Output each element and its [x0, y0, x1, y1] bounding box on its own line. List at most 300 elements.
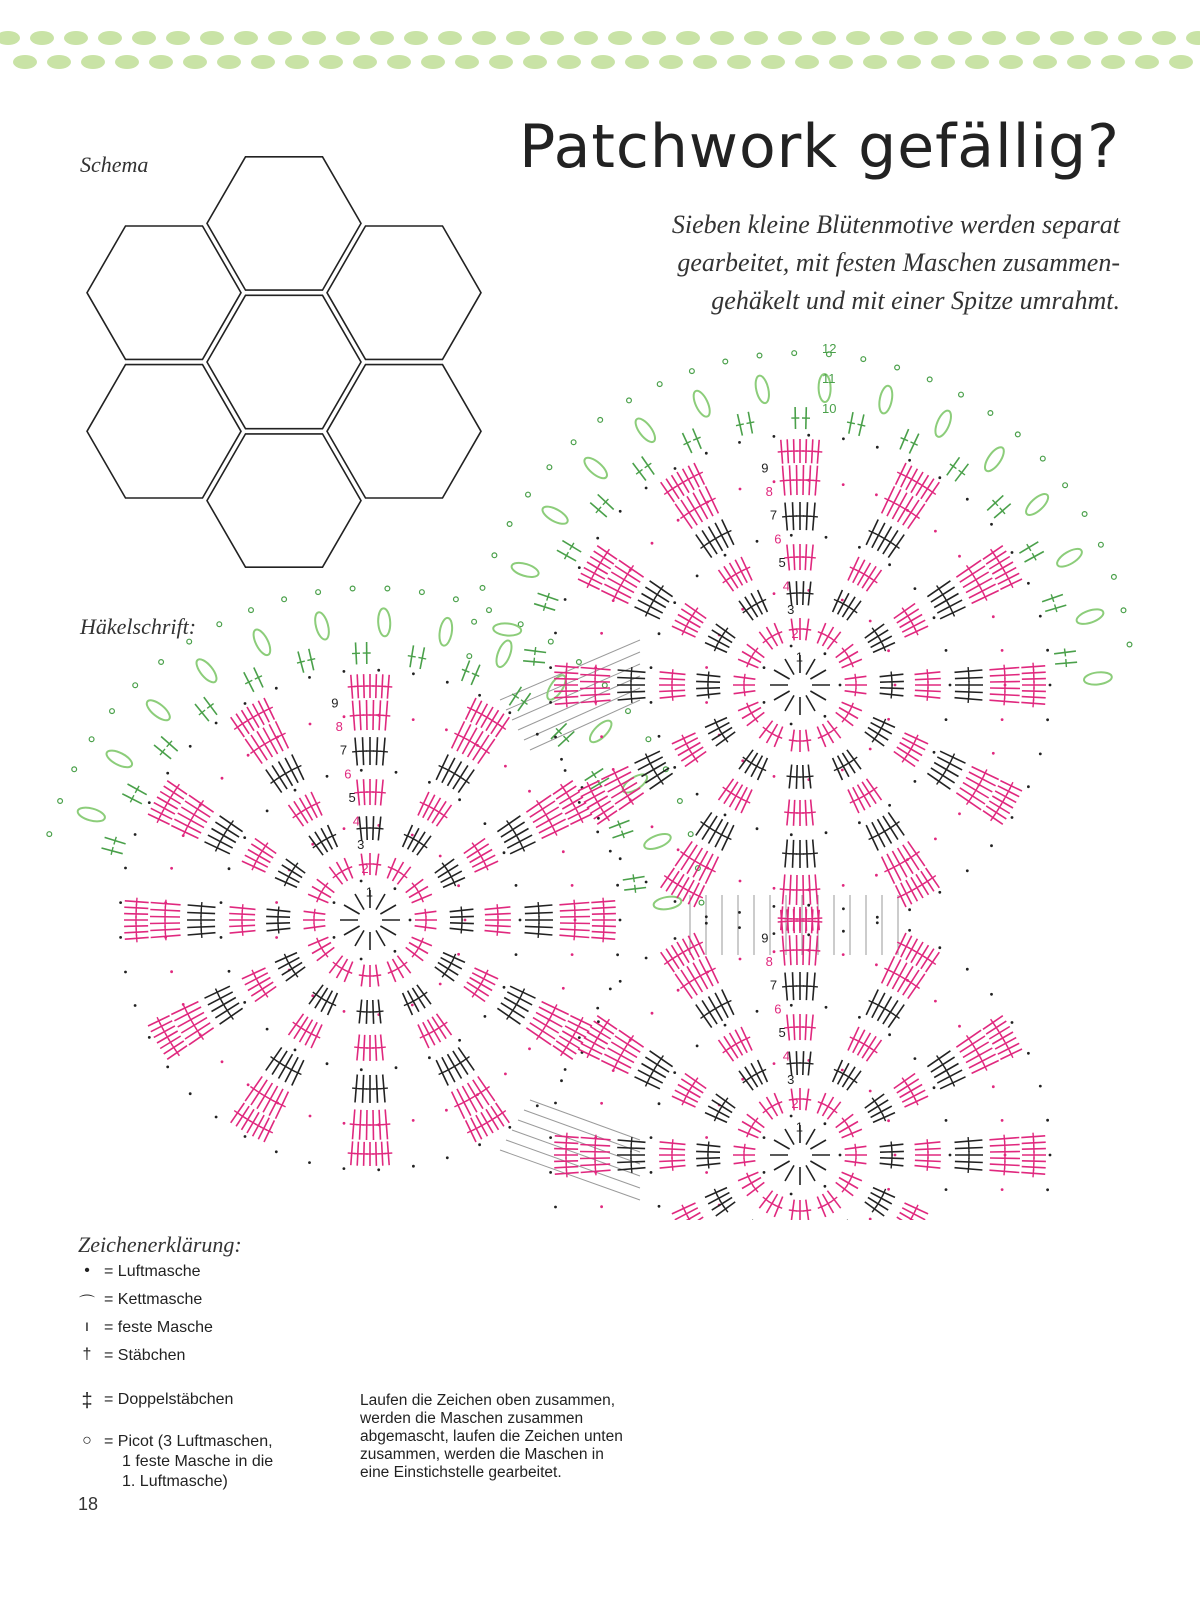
- border-double-crochet: [847, 422, 855, 424]
- chain-dot: [650, 1136, 653, 1139]
- chain-dot: [508, 1126, 511, 1129]
- double-crochet: [507, 821, 512, 828]
- chain-dot: [275, 936, 278, 939]
- double-crochet: [595, 1135, 596, 1143]
- double-crochet: [314, 909, 315, 917]
- double-crochet: [603, 934, 604, 942]
- header-dot: [676, 31, 700, 45]
- round-number: 4: [782, 578, 791, 594]
- border-leaf-cluster: [438, 617, 454, 647]
- chain-dot: [1027, 785, 1030, 788]
- double-crochet: [701, 544, 708, 549]
- chain-dot: [958, 812, 961, 815]
- double-crochet: [507, 1013, 512, 1020]
- header-dot: [387, 55, 411, 69]
- chain-dot: [562, 850, 565, 853]
- chain-dot: [763, 701, 766, 704]
- chain-dot: [1039, 1085, 1042, 1088]
- double-crochet: [348, 1153, 356, 1154]
- chain-dot: [309, 723, 312, 726]
- picot: [350, 586, 355, 591]
- chain-dot: [294, 1049, 297, 1052]
- round-number: 7: [769, 507, 778, 523]
- chain-dot: [839, 1154, 842, 1157]
- chain-dot: [412, 672, 415, 675]
- chain-dot: [596, 1007, 599, 1010]
- chain-dot: [564, 769, 567, 772]
- border-double-crochet: [1066, 659, 1067, 667]
- header-dot: [1084, 31, 1108, 45]
- chain-dot: [395, 771, 398, 774]
- double-crochet: [789, 740, 797, 741]
- chain-dot: [445, 728, 448, 731]
- double-crochet: [680, 852, 687, 857]
- chain-dot: [674, 937, 677, 940]
- chain-dot: [395, 1066, 398, 1069]
- header-dot: [931, 55, 955, 69]
- double-crochet: [806, 593, 814, 594]
- chain-dot: [739, 488, 742, 491]
- header-dot: [251, 55, 275, 69]
- chain-dot: [958, 555, 961, 558]
- double-crochet: [708, 672, 709, 680]
- double-crochet: [380, 1088, 388, 1089]
- picot: [1082, 512, 1087, 517]
- chain-dot: [124, 867, 127, 870]
- chain-dot: [841, 1069, 844, 1072]
- chain-dot: [360, 1068, 363, 1071]
- chain-dot: [966, 869, 969, 872]
- chain-dot: [484, 1015, 487, 1018]
- chain-dot: [938, 891, 941, 894]
- border-leaf-cluster: [493, 622, 522, 636]
- chain-dot: [790, 534, 793, 537]
- header-dot: [591, 55, 615, 69]
- chain-dot: [1049, 1154, 1052, 1157]
- chain-dot: [645, 487, 648, 490]
- border-double-crochet: [950, 464, 957, 469]
- picot: [480, 586, 485, 591]
- double-crochet: [782, 853, 790, 854]
- legend-item-single-crochet: ı = feste Masche: [70, 1318, 213, 1338]
- chain-dot: [934, 838, 937, 841]
- chain-dot: [949, 684, 952, 687]
- double-crochet: [605, 1019, 610, 1026]
- chain-dot: [445, 1109, 448, 1112]
- chain-dot: [360, 880, 363, 883]
- chain-dot: [938, 946, 941, 949]
- join-stitch: [530, 700, 640, 750]
- chain-dot: [790, 1115, 793, 1118]
- chain-dot: [705, 1171, 708, 1174]
- header-dot: [455, 55, 479, 69]
- chain-dot: [360, 958, 363, 961]
- single-crochet: [355, 930, 364, 946]
- picot: [282, 597, 287, 602]
- chain-dot: [1001, 1119, 1004, 1122]
- chain-dot: [1027, 582, 1030, 585]
- chain-dot: [949, 1154, 952, 1157]
- double-crochet: [659, 586, 664, 593]
- double-crochet: [574, 932, 575, 940]
- picot: [577, 660, 582, 665]
- chain-dot: [990, 844, 993, 847]
- picot: [217, 622, 222, 627]
- double-crochet: [744, 1158, 745, 1166]
- chain-dot: [326, 775, 329, 778]
- header-dot: [98, 31, 122, 45]
- picot: [699, 900, 704, 905]
- chain-dot: [503, 986, 506, 989]
- chain-dot: [825, 536, 828, 539]
- header-dot: [744, 31, 768, 45]
- header-dot: [285, 55, 309, 69]
- chain-dot: [933, 616, 936, 619]
- chain-dot: [571, 884, 574, 887]
- chain-dot: [790, 645, 793, 648]
- chain-dot: [773, 480, 776, 483]
- single-crochet: [785, 695, 794, 711]
- chain-dot: [738, 911, 741, 914]
- double-crochet: [359, 975, 367, 976]
- double-crochet: [782, 516, 790, 517]
- chain-dot: [1011, 551, 1014, 554]
- chain-dot: [875, 963, 878, 966]
- header-dot: [948, 31, 972, 45]
- chain-dot: [658, 735, 661, 738]
- picot: [467, 654, 472, 659]
- chain-dot: [458, 798, 461, 801]
- chain-dot: [773, 887, 776, 890]
- header-dot: [625, 55, 649, 69]
- double-crochet: [814, 451, 822, 452]
- double-crochet: [566, 1133, 567, 1141]
- header-dot: [574, 31, 598, 45]
- border-leaf-cluster: [76, 805, 106, 824]
- border-leaf-cluster: [877, 385, 894, 415]
- chain-dot: [504, 1073, 507, 1076]
- double-crochet: [1004, 1167, 1005, 1175]
- round-number: 3: [357, 837, 365, 853]
- stitch-note: Laufen die Zeichen oben zusammen, werden die Maschen zusammen abgemascht, laufen die Zeichen unten zusammen, werden die Maschen in eine Einstichstelle gearbeitet.: [360, 1392, 623, 1481]
- chain-dot: [464, 919, 467, 922]
- chain-dot: [600, 1102, 603, 1105]
- header-dot: [370, 31, 394, 45]
- chain-dot: [876, 916, 879, 919]
- header-dot: [1118, 31, 1142, 45]
- header-dot: [1067, 55, 1091, 69]
- chain-dot: [220, 936, 223, 939]
- header-dot: [1169, 55, 1193, 69]
- picot: [316, 590, 321, 595]
- double-crochet: [1033, 699, 1034, 707]
- chain-dot: [875, 874, 878, 877]
- chain-dot: [756, 1010, 759, 1013]
- chain-dot: [677, 519, 680, 522]
- join-stitch: [524, 1110, 640, 1152]
- chain-dot: [914, 1057, 917, 1060]
- round-number: 8: [335, 719, 343, 735]
- chain-dot: [696, 575, 699, 578]
- picot: [548, 639, 553, 644]
- chain-dot: [841, 769, 844, 772]
- double-crochet: [893, 822, 900, 827]
- double-crochet: [354, 1047, 362, 1048]
- header-dot: [523, 55, 547, 69]
- chain-dot: [484, 822, 487, 825]
- round-number: 7: [769, 977, 778, 993]
- header-dot: [778, 31, 802, 45]
- chain-dot: [773, 775, 776, 778]
- double-crochet: [991, 814, 996, 821]
- chain-dot: [326, 1062, 329, 1065]
- header-dot: [1033, 55, 1057, 69]
- chain-dot: [343, 715, 346, 718]
- header-dot: [13, 55, 37, 69]
- double-crochet: [201, 930, 202, 938]
- double-crochet: [782, 986, 790, 987]
- header-dot: [540, 31, 564, 45]
- picot: [571, 440, 576, 445]
- double-crochet: [744, 674, 745, 682]
- single-crochet: [810, 1161, 826, 1170]
- border-double-crochet: [858, 424, 866, 426]
- double-crochet: [929, 490, 936, 495]
- double-crochet: [382, 715, 390, 716]
- double-crochet: [538, 902, 539, 910]
- chain-dot: [228, 867, 231, 870]
- chain-dot: [790, 1193, 793, 1196]
- round-number: 8: [765, 954, 773, 970]
- header-dot: [64, 31, 88, 45]
- double-crochet: [201, 902, 202, 910]
- border-leaf-cluster: [690, 388, 713, 418]
- chain-dot: [596, 537, 599, 540]
- double-crochet: [472, 991, 477, 998]
- chain-dot: [243, 836, 246, 839]
- chain-dot: [839, 684, 842, 687]
- double-crochet: [968, 667, 969, 675]
- chain-dot: [578, 566, 581, 569]
- chain-dot: [600, 735, 603, 738]
- double-crochet: [250, 1087, 257, 1092]
- legend-item-treble-crochet: ‡ = Doppelstäbchen: [70, 1390, 233, 1413]
- chain-dot: [221, 777, 224, 780]
- join-stitch: [518, 1120, 640, 1164]
- chain-dot: [650, 701, 653, 704]
- double-crochet: [378, 792, 386, 793]
- header-dot: [795, 55, 819, 69]
- double-crochet: [350, 1124, 358, 1125]
- border-leaf-cluster: [313, 611, 332, 641]
- header-dot: [234, 31, 258, 45]
- double-crochet: [893, 544, 900, 549]
- chain-dot: [166, 772, 169, 775]
- chain-dot: [528, 1047, 531, 1050]
- chain-dot: [807, 904, 810, 907]
- double-crochet: [855, 1158, 856, 1166]
- chain-dot: [894, 1154, 897, 1157]
- chain-dot: [275, 687, 278, 690]
- chain-dot: [945, 718, 948, 721]
- double-crochet: [808, 557, 816, 558]
- chain-dot: [824, 1122, 827, 1125]
- chain-dot: [875, 493, 878, 496]
- legend-item-double-crochet: † = Stäbchen: [70, 1346, 185, 1366]
- border-double-crochet: [645, 463, 652, 468]
- header-dot: [608, 31, 632, 45]
- chain-dot: [756, 827, 759, 830]
- header-dot: [642, 31, 666, 45]
- single-crochet: [806, 1165, 815, 1181]
- double-crochet: [497, 928, 498, 936]
- picot: [688, 832, 693, 837]
- round-number: 2: [361, 860, 369, 876]
- chain-dot: [958, 1025, 961, 1028]
- double-crochet: [461, 926, 462, 934]
- chain-dot: [674, 900, 677, 903]
- double-crochet: [631, 1165, 632, 1173]
- chain-dot: [677, 848, 680, 851]
- chain-dot: [705, 701, 708, 704]
- chain-dot: [1001, 718, 1004, 721]
- chain-dot: [619, 857, 622, 860]
- treble-crochet-icon: ‡: [81, 1390, 93, 1412]
- legend-item-chain: • = Luftmasche: [70, 1262, 201, 1282]
- dot-icon: •: [84, 1262, 90, 1279]
- chain-dot: [933, 751, 936, 754]
- chain-dot: [170, 970, 173, 973]
- border-double-crochet: [418, 657, 426, 659]
- chain-dot: [934, 1000, 937, 1003]
- border-double-crochet: [736, 424, 744, 426]
- chain-dot: [221, 1060, 224, 1063]
- picot: [690, 369, 695, 374]
- chain-dot: [658, 1205, 661, 1208]
- chain-dot: [842, 884, 845, 887]
- chain-dot: [651, 1012, 654, 1015]
- chain-dot: [724, 1024, 727, 1027]
- picot-icon: ○: [82, 1432, 92, 1449]
- header-dot: [200, 31, 224, 45]
- double-crochet: [631, 667, 632, 675]
- chain-dot: [458, 1039, 461, 1042]
- double-crochet: [566, 663, 567, 671]
- double-crochet: [937, 1056, 942, 1063]
- chain-dot: [1039, 753, 1042, 756]
- double-crochet: [913, 514, 920, 519]
- double-crochet: [631, 695, 632, 703]
- hexagon-cell: [207, 157, 361, 290]
- double-crochet: [723, 787, 730, 792]
- double-crochet: [701, 822, 708, 827]
- header-dot: [659, 55, 683, 69]
- double-crochet: [175, 784, 180, 791]
- chain-dot: [412, 718, 415, 721]
- chain-dot: [247, 754, 250, 757]
- border-double-crochet: [408, 656, 416, 657]
- double-crochet: [352, 751, 360, 752]
- chain-dot: [934, 530, 937, 533]
- header-dot: [404, 31, 428, 45]
- round-number: 9: [331, 695, 339, 711]
- picot: [420, 590, 425, 595]
- picot: [646, 737, 651, 742]
- chain-dot: [600, 632, 603, 635]
- chain-dot: [554, 1206, 557, 1209]
- round-number: 8: [765, 484, 773, 500]
- border-round-number: 10: [822, 401, 837, 416]
- double-crochet: [968, 1165, 969, 1173]
- chain-dot: [275, 1150, 278, 1153]
- chain-dot: [933, 1086, 936, 1089]
- double-crochet: [913, 984, 920, 989]
- chain-dot: [842, 930, 845, 933]
- chain-dot: [773, 435, 776, 438]
- chain-dot: [825, 831, 828, 834]
- chain-dot: [215, 722, 218, 725]
- chain-dot: [377, 1168, 380, 1171]
- border-leaf-cluster: [581, 454, 610, 481]
- single-crochet: [355, 894, 364, 910]
- double-crochet: [373, 864, 381, 865]
- round-number: 4: [352, 813, 361, 829]
- chain-dot: [739, 958, 742, 961]
- chain-dot: [428, 1056, 431, 1059]
- chain-dot: [564, 598, 567, 601]
- picot: [1099, 542, 1104, 547]
- chain-dot: [763, 1171, 766, 1174]
- chain-dot: [549, 1136, 552, 1139]
- chain-dot: [609, 988, 612, 991]
- chain-dot: [705, 1136, 708, 1139]
- chain-dot: [888, 563, 891, 566]
- single-crochet: [810, 691, 826, 700]
- header-dot: [47, 55, 71, 69]
- chain-dot: [220, 901, 223, 904]
- double-crochet: [693, 608, 698, 615]
- border-double-crochet: [1065, 649, 1066, 657]
- picot: [110, 709, 115, 714]
- picot: [627, 398, 632, 403]
- chain-dot: [309, 1115, 312, 1118]
- legend-title: Zeichenerklärung:: [78, 1232, 242, 1257]
- chain-dot: [945, 649, 948, 652]
- double-crochet: [902, 756, 907, 763]
- chain-dot: [869, 620, 872, 623]
- page-subtitle: [560, 206, 1120, 320]
- chain-dot: [609, 850, 612, 853]
- chain-dot: [439, 855, 442, 858]
- header-dot: [81, 55, 105, 69]
- picot: [518, 622, 523, 627]
- header-dot: [438, 31, 462, 45]
- border-leaf-cluster: [193, 656, 220, 685]
- chain-dot: [166, 1066, 169, 1069]
- chain-dot: [658, 1102, 661, 1105]
- single-crochet: [774, 670, 790, 679]
- double-crochet: [701, 1014, 708, 1019]
- header-dot: [557, 55, 581, 69]
- picot: [58, 799, 63, 804]
- chain-dot: [170, 867, 173, 870]
- chain-dot: [945, 1188, 948, 1191]
- picot: [1112, 575, 1117, 580]
- border-leaf-cluster: [981, 444, 1007, 474]
- double-crochet: [380, 751, 388, 752]
- picot: [927, 377, 932, 382]
- chain-dot: [412, 1165, 415, 1168]
